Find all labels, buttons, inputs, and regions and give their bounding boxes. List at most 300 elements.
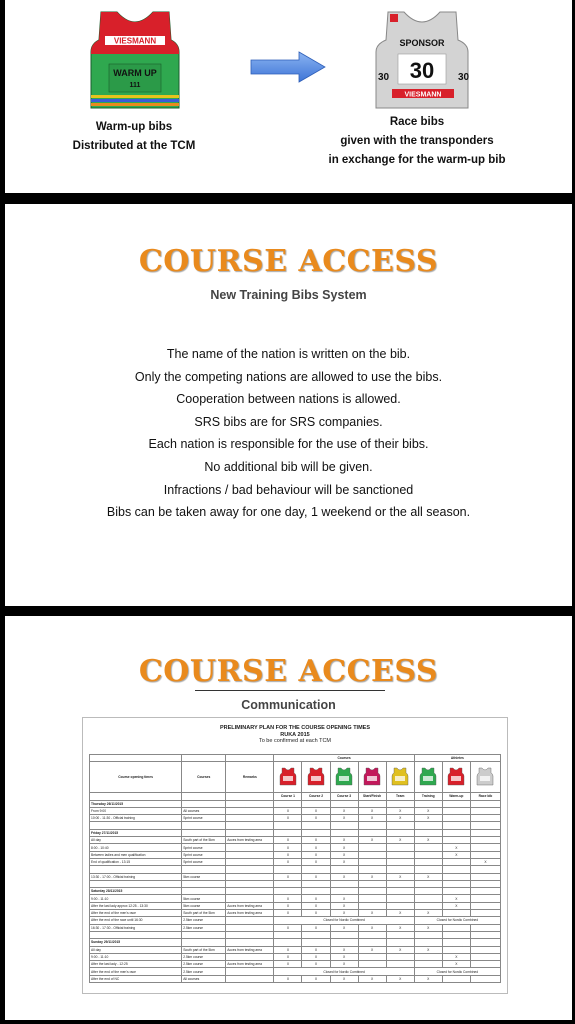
empty-cell xyxy=(226,822,274,829)
empty-cell xyxy=(386,880,414,887)
mark-cell: X xyxy=(302,953,330,960)
empty-cell xyxy=(442,829,470,836)
mark-cell: X xyxy=(274,844,302,851)
empty-cell xyxy=(470,829,500,836)
mark-cell: X xyxy=(330,815,358,822)
table-row xyxy=(90,851,501,858)
mark-cell: X xyxy=(386,873,414,880)
mark-cell xyxy=(358,902,386,909)
empty-cell xyxy=(414,822,442,829)
empty-cell xyxy=(330,939,358,946)
mark-cell: X xyxy=(330,837,358,844)
mark-cell: X xyxy=(414,924,442,931)
course-cell: Sprint course xyxy=(182,815,226,822)
rule-item: Cooperation between nations is allowed. xyxy=(176,392,401,407)
course-cell: South part of the 5km xyxy=(182,946,226,953)
empty-cell xyxy=(358,822,386,829)
time-cell: 8:00 - 10:40 xyxy=(90,844,182,851)
empty-cell xyxy=(182,888,226,895)
mark-cell: X xyxy=(302,807,330,814)
mark-cell xyxy=(442,807,470,814)
mark-cell: X xyxy=(302,961,330,968)
mark-cell xyxy=(386,902,414,909)
course-cell: 2.5km course xyxy=(182,917,226,924)
empty-cell xyxy=(226,939,274,946)
empty-cell xyxy=(414,888,442,895)
empty-cell xyxy=(330,829,358,836)
empty-cell xyxy=(414,800,442,807)
empty-cell xyxy=(386,829,414,836)
empty-cell xyxy=(414,880,442,887)
empty-cell xyxy=(386,888,414,895)
empty-cell xyxy=(274,931,302,938)
race-caption-line: Race bibs xyxy=(389,116,445,128)
time-cell: 13:30 - 17:00 - Official training xyxy=(90,873,182,880)
empty-cell xyxy=(358,866,386,873)
mark-cell xyxy=(470,924,500,931)
mark-cell xyxy=(442,975,470,982)
mark-cell: X xyxy=(386,910,414,917)
mark-cell xyxy=(358,851,386,858)
mark-cell xyxy=(414,895,442,902)
mark-cell xyxy=(442,815,470,822)
warmup-label: WARM UP xyxy=(113,68,157,78)
table-row xyxy=(90,815,501,822)
bib-thumbnail-cell xyxy=(274,762,302,793)
mark-cell xyxy=(470,851,500,858)
warmup-caption-line: Distributed at the TCM xyxy=(72,140,196,152)
table-row xyxy=(90,953,501,960)
mark-cell: X xyxy=(358,837,386,844)
mark-cell: X xyxy=(442,895,470,902)
mark-cell: X xyxy=(414,910,442,917)
race-sponsor: SPONSOR xyxy=(399,38,445,48)
race-caption xyxy=(305,113,529,170)
race-caption-line: in exchange for the warm-up bib xyxy=(328,154,506,166)
arrow-right-icon xyxy=(249,50,327,84)
remark-cell xyxy=(226,953,274,960)
rule-item: Only the competing nations are allowed to use the bibs. xyxy=(134,369,443,384)
col-label: Training xyxy=(414,793,442,800)
mark-cell: X xyxy=(302,924,330,931)
mark-cell: X xyxy=(274,953,302,960)
mark-cell: X xyxy=(330,902,358,909)
time-cell: 16:30 - 17:30 - Official training xyxy=(90,924,182,931)
mark-cell xyxy=(442,837,470,844)
mark-cell: X xyxy=(358,975,386,982)
remark-cell xyxy=(226,851,274,858)
empty-cell xyxy=(442,822,470,829)
remark-cell: Acces from testing area xyxy=(226,961,274,968)
mark-cell: X xyxy=(274,873,302,880)
empty-cell xyxy=(274,829,302,836)
rule-item: Each nation is responsible for the use of their bibs. xyxy=(148,437,429,452)
empty-cell xyxy=(274,880,302,887)
empty-cell xyxy=(442,880,470,887)
empty-cell xyxy=(182,866,226,873)
closed-note: Closed for Nordic Combined xyxy=(274,968,414,975)
col-label: Course 3 xyxy=(330,793,358,800)
bib-thumbnail-cell xyxy=(302,762,330,793)
empty-cell xyxy=(302,800,330,807)
mark-cell: X xyxy=(358,946,386,953)
mark-cell xyxy=(470,961,500,968)
mark-cell xyxy=(414,961,442,968)
time-cell: After the last lady approx 12:25 - 13:30 xyxy=(90,902,182,909)
empty-cell xyxy=(226,800,274,807)
table-row xyxy=(90,873,501,880)
table-row xyxy=(90,880,501,887)
empty-cell xyxy=(442,866,470,873)
mark-cell: X xyxy=(274,910,302,917)
mark-cell: X xyxy=(414,837,442,844)
empty-cell xyxy=(302,822,330,829)
course-opening-document xyxy=(82,717,508,994)
mark-cell: X xyxy=(386,807,414,814)
mark-cell xyxy=(358,844,386,851)
course-cell: 2.5km course xyxy=(182,961,226,968)
empty-cell xyxy=(226,829,274,836)
course-cell: South part of the 5km xyxy=(182,910,226,917)
rule-item: SRS bibs are for SRS companies. xyxy=(194,414,383,429)
mark-cell: X xyxy=(470,858,500,865)
mark-cell: X xyxy=(302,815,330,822)
table-row xyxy=(90,800,501,807)
course-cell: All courses xyxy=(182,975,226,982)
mark-cell: X xyxy=(330,807,358,814)
empty-cell xyxy=(226,866,274,873)
table-row xyxy=(90,829,501,836)
mark-cell: X xyxy=(274,858,302,865)
table-row xyxy=(90,939,501,946)
mark-cell xyxy=(470,873,500,880)
remark-cell xyxy=(226,844,274,851)
empty-cell xyxy=(274,800,302,807)
mark-cell xyxy=(442,946,470,953)
empty-cell xyxy=(226,888,274,895)
time-cell: All day xyxy=(90,946,182,953)
mark-cell xyxy=(470,902,500,909)
bib-thumbnail-icon xyxy=(476,767,494,786)
race-brand: VIESMANN xyxy=(404,91,442,99)
time-cell: Between ladies and men qualification xyxy=(90,851,182,858)
mark-cell: X xyxy=(274,815,302,822)
empty-cell xyxy=(470,931,500,938)
mark-cell: X xyxy=(442,902,470,909)
table-row xyxy=(90,902,501,909)
day-cell: Sunday 29/11/2015 xyxy=(90,939,182,946)
bib-thumbnail-cell xyxy=(470,762,500,793)
mark-cell xyxy=(442,924,470,931)
empty-cell xyxy=(330,866,358,873)
empty-cell xyxy=(302,939,330,946)
table-row xyxy=(90,931,501,938)
course-cell: 5km course xyxy=(182,873,226,880)
table-row xyxy=(90,844,501,851)
mark-cell: X xyxy=(358,924,386,931)
empty-cell xyxy=(414,866,442,873)
time-cell: End of qualification - 13:15 xyxy=(90,858,182,865)
mark-cell: X xyxy=(442,953,470,960)
bib-thumbnail-icon xyxy=(419,767,437,786)
mark-cell: X xyxy=(330,961,358,968)
empty-cell xyxy=(386,866,414,873)
empty-cell xyxy=(358,880,386,887)
day-cell: Friday 27/11/2015 xyxy=(90,829,182,836)
empty-cell xyxy=(386,939,414,946)
empty-cell xyxy=(182,939,226,946)
course-cell: Sprint course xyxy=(182,844,226,851)
group-courses: Courses xyxy=(274,755,414,762)
empty-cell xyxy=(358,829,386,836)
mark-cell xyxy=(470,895,500,902)
empty-cell xyxy=(414,931,442,938)
empty-cell xyxy=(302,888,330,895)
empty-cell xyxy=(414,829,442,836)
empty-cell xyxy=(302,931,330,938)
table-row xyxy=(90,946,501,953)
doc-note: To be confirmed at each TCM xyxy=(258,738,332,744)
course-cell: Sprint course xyxy=(182,851,226,858)
mark-cell: X xyxy=(330,858,358,865)
col-label: Start/Finish xyxy=(358,793,386,800)
mark-cell: X xyxy=(330,844,358,851)
mark-cell: X xyxy=(302,975,330,982)
mark-cell: X xyxy=(386,815,414,822)
group-athletes: Athletes xyxy=(414,755,500,762)
mark-cell: X xyxy=(386,946,414,953)
course-cell: South part of the 5km xyxy=(182,837,226,844)
time-cell: After the end of the men's race xyxy=(90,910,182,917)
remark-cell xyxy=(226,815,274,822)
mark-cell: X xyxy=(330,873,358,880)
mark-cell: X xyxy=(414,873,442,880)
empty-cell xyxy=(182,829,226,836)
mark-cell: X xyxy=(414,946,442,953)
empty-cell xyxy=(330,931,358,938)
bib-thumbnail-icon xyxy=(391,767,409,786)
empty-cell xyxy=(386,931,414,938)
remark-cell xyxy=(226,858,274,865)
title-divider xyxy=(195,690,385,691)
mark-cell xyxy=(470,844,500,851)
slide-subtitle: Communication xyxy=(241,698,336,712)
bib-thumbnail-icon xyxy=(447,767,465,786)
mark-cell xyxy=(470,975,500,982)
table-row xyxy=(90,924,501,931)
closed-note: Closed for Nordic Combined xyxy=(274,917,414,924)
empty-cell xyxy=(470,880,500,887)
slide-title: COURSE ACCESS xyxy=(138,244,439,279)
race-side-right: 30 xyxy=(458,72,470,83)
bib-thumbnail-cell xyxy=(414,762,442,793)
course-cell: All courses xyxy=(182,807,226,814)
remark-cell xyxy=(226,968,274,975)
mark-cell xyxy=(386,953,414,960)
day-cell: Thursday 26/11/2015 xyxy=(90,800,182,807)
empty-cell xyxy=(90,866,182,873)
course-cell: 2.5km course xyxy=(182,953,226,960)
empty-cell xyxy=(442,888,470,895)
mark-cell: X xyxy=(302,851,330,858)
mark-cell: X xyxy=(274,895,302,902)
mark-cell: X xyxy=(302,873,330,880)
rules-list xyxy=(5,343,572,524)
mark-cell xyxy=(470,953,500,960)
table-row xyxy=(90,837,501,844)
empty-cell xyxy=(330,800,358,807)
mark-cell xyxy=(442,910,470,917)
table-row xyxy=(90,968,501,975)
bib-thumbnail-cell xyxy=(442,762,470,793)
bib-thumbnail-icon xyxy=(307,767,325,786)
mark-cell: X xyxy=(330,910,358,917)
table-row xyxy=(90,910,501,917)
mark-cell xyxy=(358,895,386,902)
empty-cell xyxy=(226,880,274,887)
time-cell: After the end of the race until 16:30 xyxy=(90,917,182,924)
empty-cell xyxy=(442,939,470,946)
empty-cell xyxy=(182,880,226,887)
empty-cell xyxy=(302,880,330,887)
col-label: Race bib xyxy=(470,793,500,800)
mark-cell: X xyxy=(330,953,358,960)
day-cell: Saturday 28/11/2015 xyxy=(90,888,182,895)
closed-note: Closed for Nordic Combined xyxy=(414,917,500,924)
course-cell: 5km course xyxy=(182,895,226,902)
mark-cell: X xyxy=(414,975,442,982)
mark-cell: X xyxy=(302,858,330,865)
mark-cell xyxy=(386,895,414,902)
warmup-number: 111 xyxy=(129,82,141,89)
empty-cell xyxy=(330,880,358,887)
empty-cell xyxy=(330,822,358,829)
mark-cell: X xyxy=(330,975,358,982)
doc-place: RUKA 2015 xyxy=(280,731,310,738)
mark-cell xyxy=(442,873,470,880)
slide-communication xyxy=(5,616,572,1020)
mark-cell xyxy=(414,953,442,960)
mark-cell xyxy=(386,961,414,968)
bib-thumbnail-icon xyxy=(335,767,353,786)
race-bib-image xyxy=(370,10,475,110)
mark-cell xyxy=(414,902,442,909)
remark-cell xyxy=(226,975,274,982)
slide-subtitle: New Training Bibs System xyxy=(210,288,367,302)
table-row xyxy=(90,807,501,814)
mark-cell xyxy=(386,858,414,865)
doc-heading: PRELIMINARY PLAN FOR THE COURSE OPENING TIMES xyxy=(219,725,371,731)
course-cell: 5km course xyxy=(182,902,226,909)
bib-thumbnail-cell xyxy=(386,762,414,793)
mark-cell: X xyxy=(358,873,386,880)
mark-cell: X xyxy=(330,946,358,953)
mark-cell: X xyxy=(358,807,386,814)
mark-cell xyxy=(414,844,442,851)
table-row xyxy=(90,866,501,873)
mark-cell xyxy=(470,910,500,917)
course-cell: Sprint course xyxy=(182,858,226,865)
mark-cell: X xyxy=(302,910,330,917)
empty-cell xyxy=(470,939,500,946)
remark-cell: Acces from testing area xyxy=(226,946,274,953)
col-label: Course 2 xyxy=(302,793,330,800)
remark-cell xyxy=(226,807,274,814)
table-row xyxy=(90,917,501,924)
mark-cell: X xyxy=(302,837,330,844)
empty-cell xyxy=(182,822,226,829)
empty-cell xyxy=(470,800,500,807)
empty-cell xyxy=(90,931,182,938)
bib-thumbnail-icon xyxy=(279,767,297,786)
empty-cell xyxy=(302,866,330,873)
col-courses-header: Courses xyxy=(182,762,226,793)
mark-cell xyxy=(470,815,500,822)
closed-note: Closed for Nordic Combined xyxy=(414,968,500,975)
remark-cell: Acces from testing area xyxy=(226,837,274,844)
bib-thumbnail-icon xyxy=(363,767,381,786)
mark-cell xyxy=(470,946,500,953)
mark-cell: X xyxy=(274,961,302,968)
table-row xyxy=(90,858,501,865)
mark-cell: X xyxy=(442,844,470,851)
col-label: Team xyxy=(386,793,414,800)
empty-cell xyxy=(274,888,302,895)
slide-title: COURSE ACCESS xyxy=(138,654,439,689)
mark-cell: X xyxy=(302,844,330,851)
mark-cell xyxy=(414,858,442,865)
mark-cell xyxy=(442,858,470,865)
mark-cell: X xyxy=(302,946,330,953)
empty-cell xyxy=(330,888,358,895)
mark-cell xyxy=(386,851,414,858)
time-cell: 9:00 - 11:10 xyxy=(90,953,182,960)
warmup-bib-image xyxy=(87,10,183,110)
remark-cell: Acces from testing area xyxy=(226,910,274,917)
slide-training-bibs xyxy=(5,204,572,606)
col-label: Course 1 xyxy=(274,793,302,800)
time-cell: 10:00 - 11:30 - Official training xyxy=(90,815,182,822)
slide-bibs xyxy=(5,0,572,193)
rule-item: No additional bib will be given. xyxy=(204,459,373,474)
col-remarks-header: Remarks xyxy=(226,762,274,793)
empty-cell xyxy=(274,822,302,829)
warmup-brand: VIESMANN xyxy=(113,36,157,46)
empty-cell xyxy=(470,888,500,895)
time-cell: From 9:00 xyxy=(90,807,182,814)
mark-cell: X xyxy=(414,807,442,814)
mark-cell xyxy=(470,837,500,844)
bib-thumbnail-cell xyxy=(330,762,358,793)
warmup-caption xyxy=(45,118,223,156)
mark-cell: X xyxy=(274,837,302,844)
empty-cell xyxy=(358,888,386,895)
empty-cell xyxy=(358,800,386,807)
table-row xyxy=(90,961,501,968)
time-cell: 9:00 - 11:10 xyxy=(90,895,182,902)
empty-cell xyxy=(470,866,500,873)
remark-cell xyxy=(226,873,274,880)
mark-cell: X xyxy=(274,851,302,858)
remark-cell xyxy=(226,895,274,902)
mark-cell: X xyxy=(274,902,302,909)
rule-item: The name of the nation is written on the bib. xyxy=(166,347,411,361)
empty-cell xyxy=(226,931,274,938)
table-row xyxy=(90,822,501,829)
empty-cell xyxy=(274,939,302,946)
empty-cell xyxy=(442,800,470,807)
mark-cell xyxy=(386,844,414,851)
